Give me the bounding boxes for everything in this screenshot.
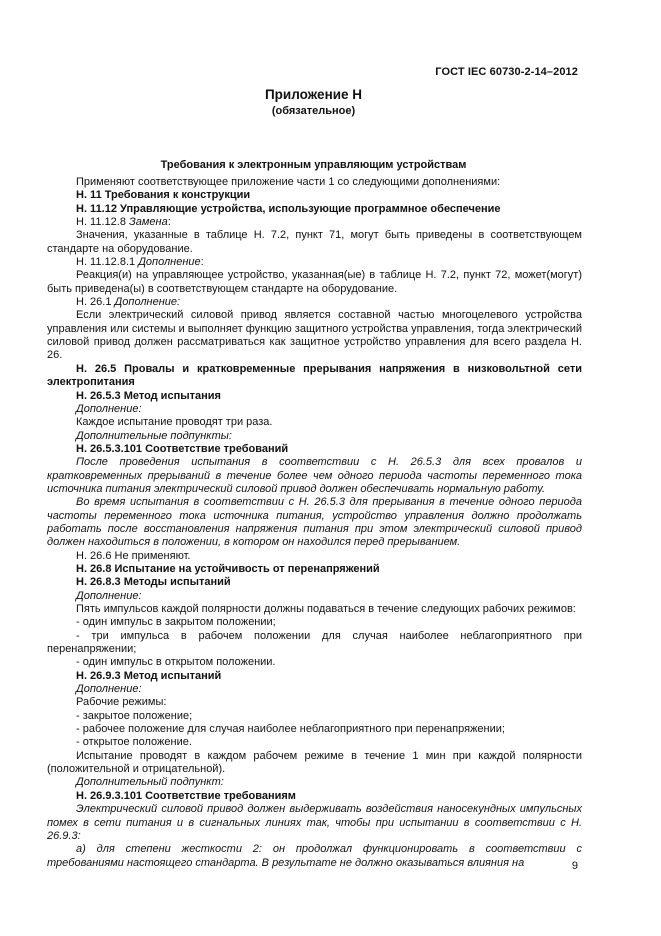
- paragraph: H. 26.6 Не применяют.: [76, 549, 191, 562]
- clause-heading: H. 26.5 Провалы и кратковременные прерывания напряжения в низковольтной сети электропитания: [47, 362, 582, 389]
- paragraph: Если электрический силовой привод является составной частью многоцелевого устройства управления или системы и выполняет функцию защитного устройства управления, тогда электрический силовой привод должен рассматриваться как защитное устройство управления для всего раздела H. 26.: [47, 309, 582, 362]
- paragraph: Пять импульсов каждой полярности должны подаваться в течение следующих рабочих режимов:: [76, 603, 576, 615]
- clause-heading: H. 26.9.3.101 Соответствие требованиям: [76, 789, 296, 802]
- clause-heading: H. 26.9.3 Метод испытаний: [76, 669, 222, 682]
- colon: :: [167, 216, 171, 229]
- clause-note: Дополнительные подпункты:: [76, 429, 232, 442]
- colon: :: [200, 256, 204, 269]
- clause-heading: H. 11.12 Управляющие устройства, использующие программное обеспечение: [76, 202, 501, 215]
- list-item: - рабочее положение для случая наиболее неблагоприятного при перенапряжении;: [76, 723, 505, 736]
- clause-number: H. 26.1: [76, 296, 112, 309]
- clause-line: [47, 216, 582, 229]
- list-item: - один импульс в открытом положении.: [76, 656, 276, 669]
- clause-note: Дополнение:: [76, 402, 142, 415]
- list-item: - один импульс в закрытом положении;: [76, 616, 276, 629]
- clause-heading: H. 26.5.3.101 Соответствие требований: [76, 442, 289, 455]
- paragraph: а) для степени жесткости 2: он продолжал функционировать в соответствии с требованиями настоящего стандарта. В результате не должно оказываться влияния на: [47, 843, 582, 869]
- paragraph: Во время испытания в соответствии с H. 26.5.3 для прерывания в течение одного периода частоты переменного тока источника питания, устройство управления должно продолжать работать после восстановления напряжения питания при этом электрический силовой привод должен находиться в положении, в котором он находился перед прерыванием.: [47, 496, 582, 549]
- clause-line: [47, 296, 582, 309]
- clause-note: Замена: [129, 216, 168, 229]
- clause-note: Дополнение:: [76, 683, 142, 696]
- clause-heading: H. 26.8.3 Методы испытаний: [76, 576, 231, 589]
- annex-title: Приложение H: [264, 87, 363, 102]
- clause-line: [47, 256, 582, 269]
- paragraph: Реакция(и) на управляющее устройство, указанная(ые) в таблице H. 7.2, пункт 72, может(могут) быть приведена(ы) в соответствующем стандарте на оборудование.: [47, 269, 582, 295]
- list-item: - закрытое положение;: [76, 709, 193, 722]
- clause-heading: H. 26.8 Испытание на устойчивость от перенапряжений: [76, 562, 380, 575]
- paragraph: После проведения испытания в соответствии с H. 26.5.3 для всех провалов и кратковременных прерываний в течение более чем одного периода частоты переменного тока источника питания электрический силовой привод должен обеспечивать нормальную работу.: [47, 456, 582, 495]
- clause-note: Дополнение:: [114, 296, 181, 309]
- paragraph: Электрический силовой привод должен выдерживать воздействия наносекундных импульсных помех в сети питания и в сигнальных линиях так, чтобы при испытании в соответствии с H. 26.9.3:: [47, 803, 582, 842]
- document-body: [47, 176, 582, 870]
- list-item: - открытое положение.: [76, 736, 192, 749]
- clause-note: Дополнительный подпункт:: [76, 776, 224, 789]
- section-heading: Требования к электронным управляющим устройствам: [160, 159, 467, 171]
- clause-number: H. 11.12.8.1: [76, 256, 136, 269]
- page-number: 9: [571, 860, 578, 872]
- clause-note: Дополнение:: [76, 589, 142, 602]
- paragraph: Каждое испытание проводят три раза.: [76, 416, 273, 429]
- list-item: - три импульса в рабочем положении для случая наиболее неблагоприятного при перенапряжении;: [47, 629, 582, 656]
- paragraph: Применяют соответствующее приложение части 1 со следующими дополнениями:: [76, 176, 501, 188]
- clause-note: Дополнение: [138, 256, 201, 269]
- standard-designation: ГОСТ IEC 60730-2-14–2012: [435, 66, 578, 78]
- annex-status: (обязательное): [271, 105, 356, 117]
- paragraph: Значения, указанные в таблице H. 7.2, пункт 71, могут быть приведены в соответствующем стандарте на оборудование.: [47, 229, 582, 255]
- clause-number: H. 11.12.8: [76, 216, 126, 229]
- clause-heading: H. 26.5.3 Метод испытания: [76, 389, 221, 402]
- paragraph: Испытание проводят в каждом рабочем режиме в течение 1 мин при каждой полярности (положительной и отрицательной).: [47, 749, 582, 776]
- paragraph: Рабочие режимы:: [76, 696, 167, 709]
- clause-heading: H. 11 Требования к конструкции: [76, 189, 251, 202]
